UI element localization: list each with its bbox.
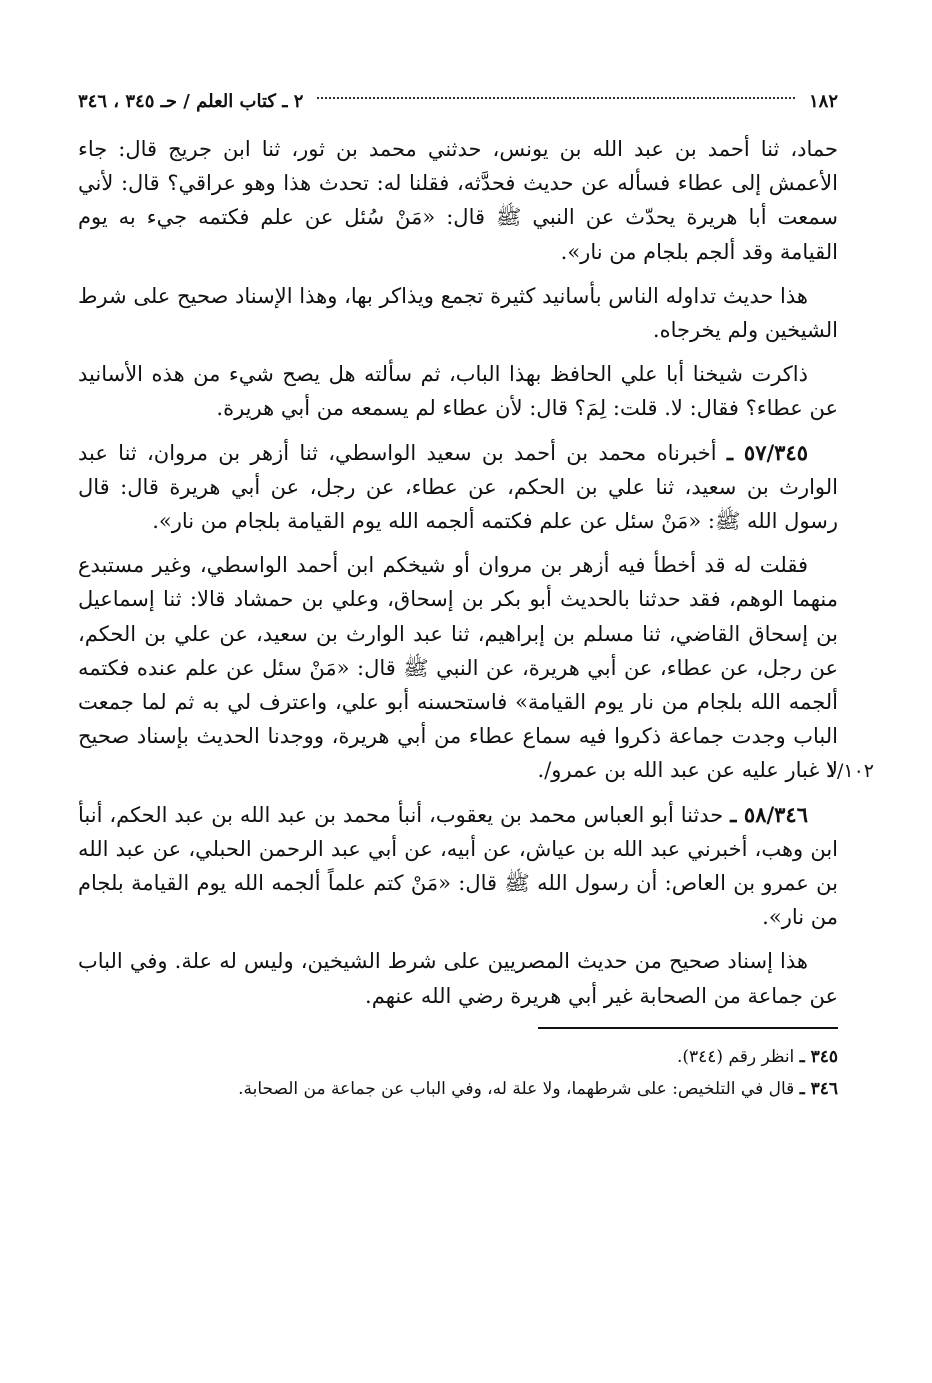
paragraph-commentary <box>78 279 838 347</box>
footnote-number: ٣٤٥ ـ <box>799 1046 838 1067</box>
dotted-leader <box>317 97 795 99</box>
paragraph-commentary <box>78 548 874 787</box>
paragraph-commentary <box>78 357 838 425</box>
paragraph-text: حماد، ثنا أحمد بن عبد الله بن يونس، حدثني محمد بن ثور، ثنا ابن جريج قال: جاء الأعمش إلى عطاء فسأله عن حديث فحدَّثه، فقلنا له: تحدث هذا وهو عراقي؟ قال: لأني سمعت أبا هريرة يحدّث عن النبي ﷺ قال: «مَنْ سُئل عن علم فكتمه جيء به يوم القيامة وقد ألجم بلجام من نار». <box>78 137 838 264</box>
paragraph-text: هذا حديث تداوله الناس بأسانيد كثيرة تجمع ويذاكر بها، وهذا الإسناد صحيح على شرط الشيخين ولم يخرجاه. <box>78 283 838 343</box>
book-page <box>78 82 874 1105</box>
footnote <box>78 1073 838 1105</box>
paragraph-text: حدثنا أبو العباس محمد بن يعقوب، أنبأ محمد بن عبد الله بن عبد الحكم، أنبأ ابن وهب، أخبرني عبد الله بن عياش، عن أبيه، عن أبي عبد الرحمن الحبلي، عن عبد الله بن عمرو بن العاص: أن رسول الله ﷺ قال: «مَنْ كتم علماً ألجمه الله يوم القيامة بلجام من نار». <box>78 802 838 930</box>
paragraph-text: ذاكرت شيخنا أبا علي الحافظ بهذا الباب، ثم سألته هل يصح شيء من هذه الأسانيد عن عطاء؟ فقال: لا. قلت: لِمَ؟ قال: لأن عطاء لم يسمعه من أبي هريرة. <box>78 362 838 421</box>
page-number: ١٨٢ <box>808 91 838 112</box>
footnote-rule <box>538 1027 838 1029</box>
footnote <box>78 1041 838 1073</box>
paragraph-text: فقلت له قد أخطأ فيه أزهر بن مروان أو شيخكم ابن أحمد الواسطي، وغير مستبدع منهما الوهم، فقد حدثنا بالحديث أبو بكر بن إسحاق، وعلي بن حمشاد قالا: ثنا إسماعيل بن إسحاق القاضي، ثنا مسلم بن إبراهيم، ثنا عبد الوارث بن سعيد، عن علي بن الحكم، عن رجل، عن عطاء، عن أبي هريرة، عن النبي ﷺ قال: «مَنْ سئل عن علم عنده فكتمه ألجمه الله بلجام من نار يوم القيامة» فاستحسنه أبو علي، واعترف لي به ثم لما جمعت الباب وجدت جماعة ذكروا فيه سماع عطاء من أبي هريرة، ووجدنا الحديث بإسناد صحيح لا غبار عليه عن عبد الله بن عمرو/. <box>78 553 838 783</box>
body-text <box>78 132 874 1013</box>
paragraph-commentary <box>78 944 838 1012</box>
paragraph-text: أخبرناه محمد بن أحمد بن سعيد الواسطي، ثنا أزهر بن مروان، ثنا عبد الوارث بن سعيد، ثنا علي بن الحكم، عن عطاء، عن رجل، عن أبي هريرة قال: قال رسول الله ﷺ: «مَنْ سئل عن علم فكتمه ألجمه الله يوم القيامة بلجام من نار». <box>78 440 838 534</box>
footnote-text: انظر رقم (٣٤٤). <box>676 1046 795 1067</box>
hadith-58 <box>78 798 838 935</box>
paragraph-continuation <box>78 132 838 269</box>
footnote-text: قال في التلخيص: على شرطهما، ولا علة له، وفي الباب عن جماعة من الصحابة. <box>238 1078 795 1099</box>
hadith-57 <box>78 436 838 539</box>
running-head <box>78 82 838 122</box>
hadith-number: ٥٨/٣٤٦ ـ <box>730 801 808 827</box>
footnotes <box>78 1041 838 1105</box>
footnote-number: ٣٤٦ ـ <box>799 1078 838 1099</box>
paragraph-text: هذا إسناد صحيح من حديث المصريين على شرط الشيخين، وليس له علة. وفي الباب عن جماعة من الصحابة غير أبي هريرة رضي الله عنهم. <box>78 949 838 1008</box>
running-title: ٢ ـ كتاب العلم / حـ ٣٤٥ ، ٣٤٦ <box>78 91 304 112</box>
hadith-number: ٥٧/٣٤٥ ـ <box>726 439 808 465</box>
margin-folio-note: ١/١٠٢ <box>826 759 874 782</box>
